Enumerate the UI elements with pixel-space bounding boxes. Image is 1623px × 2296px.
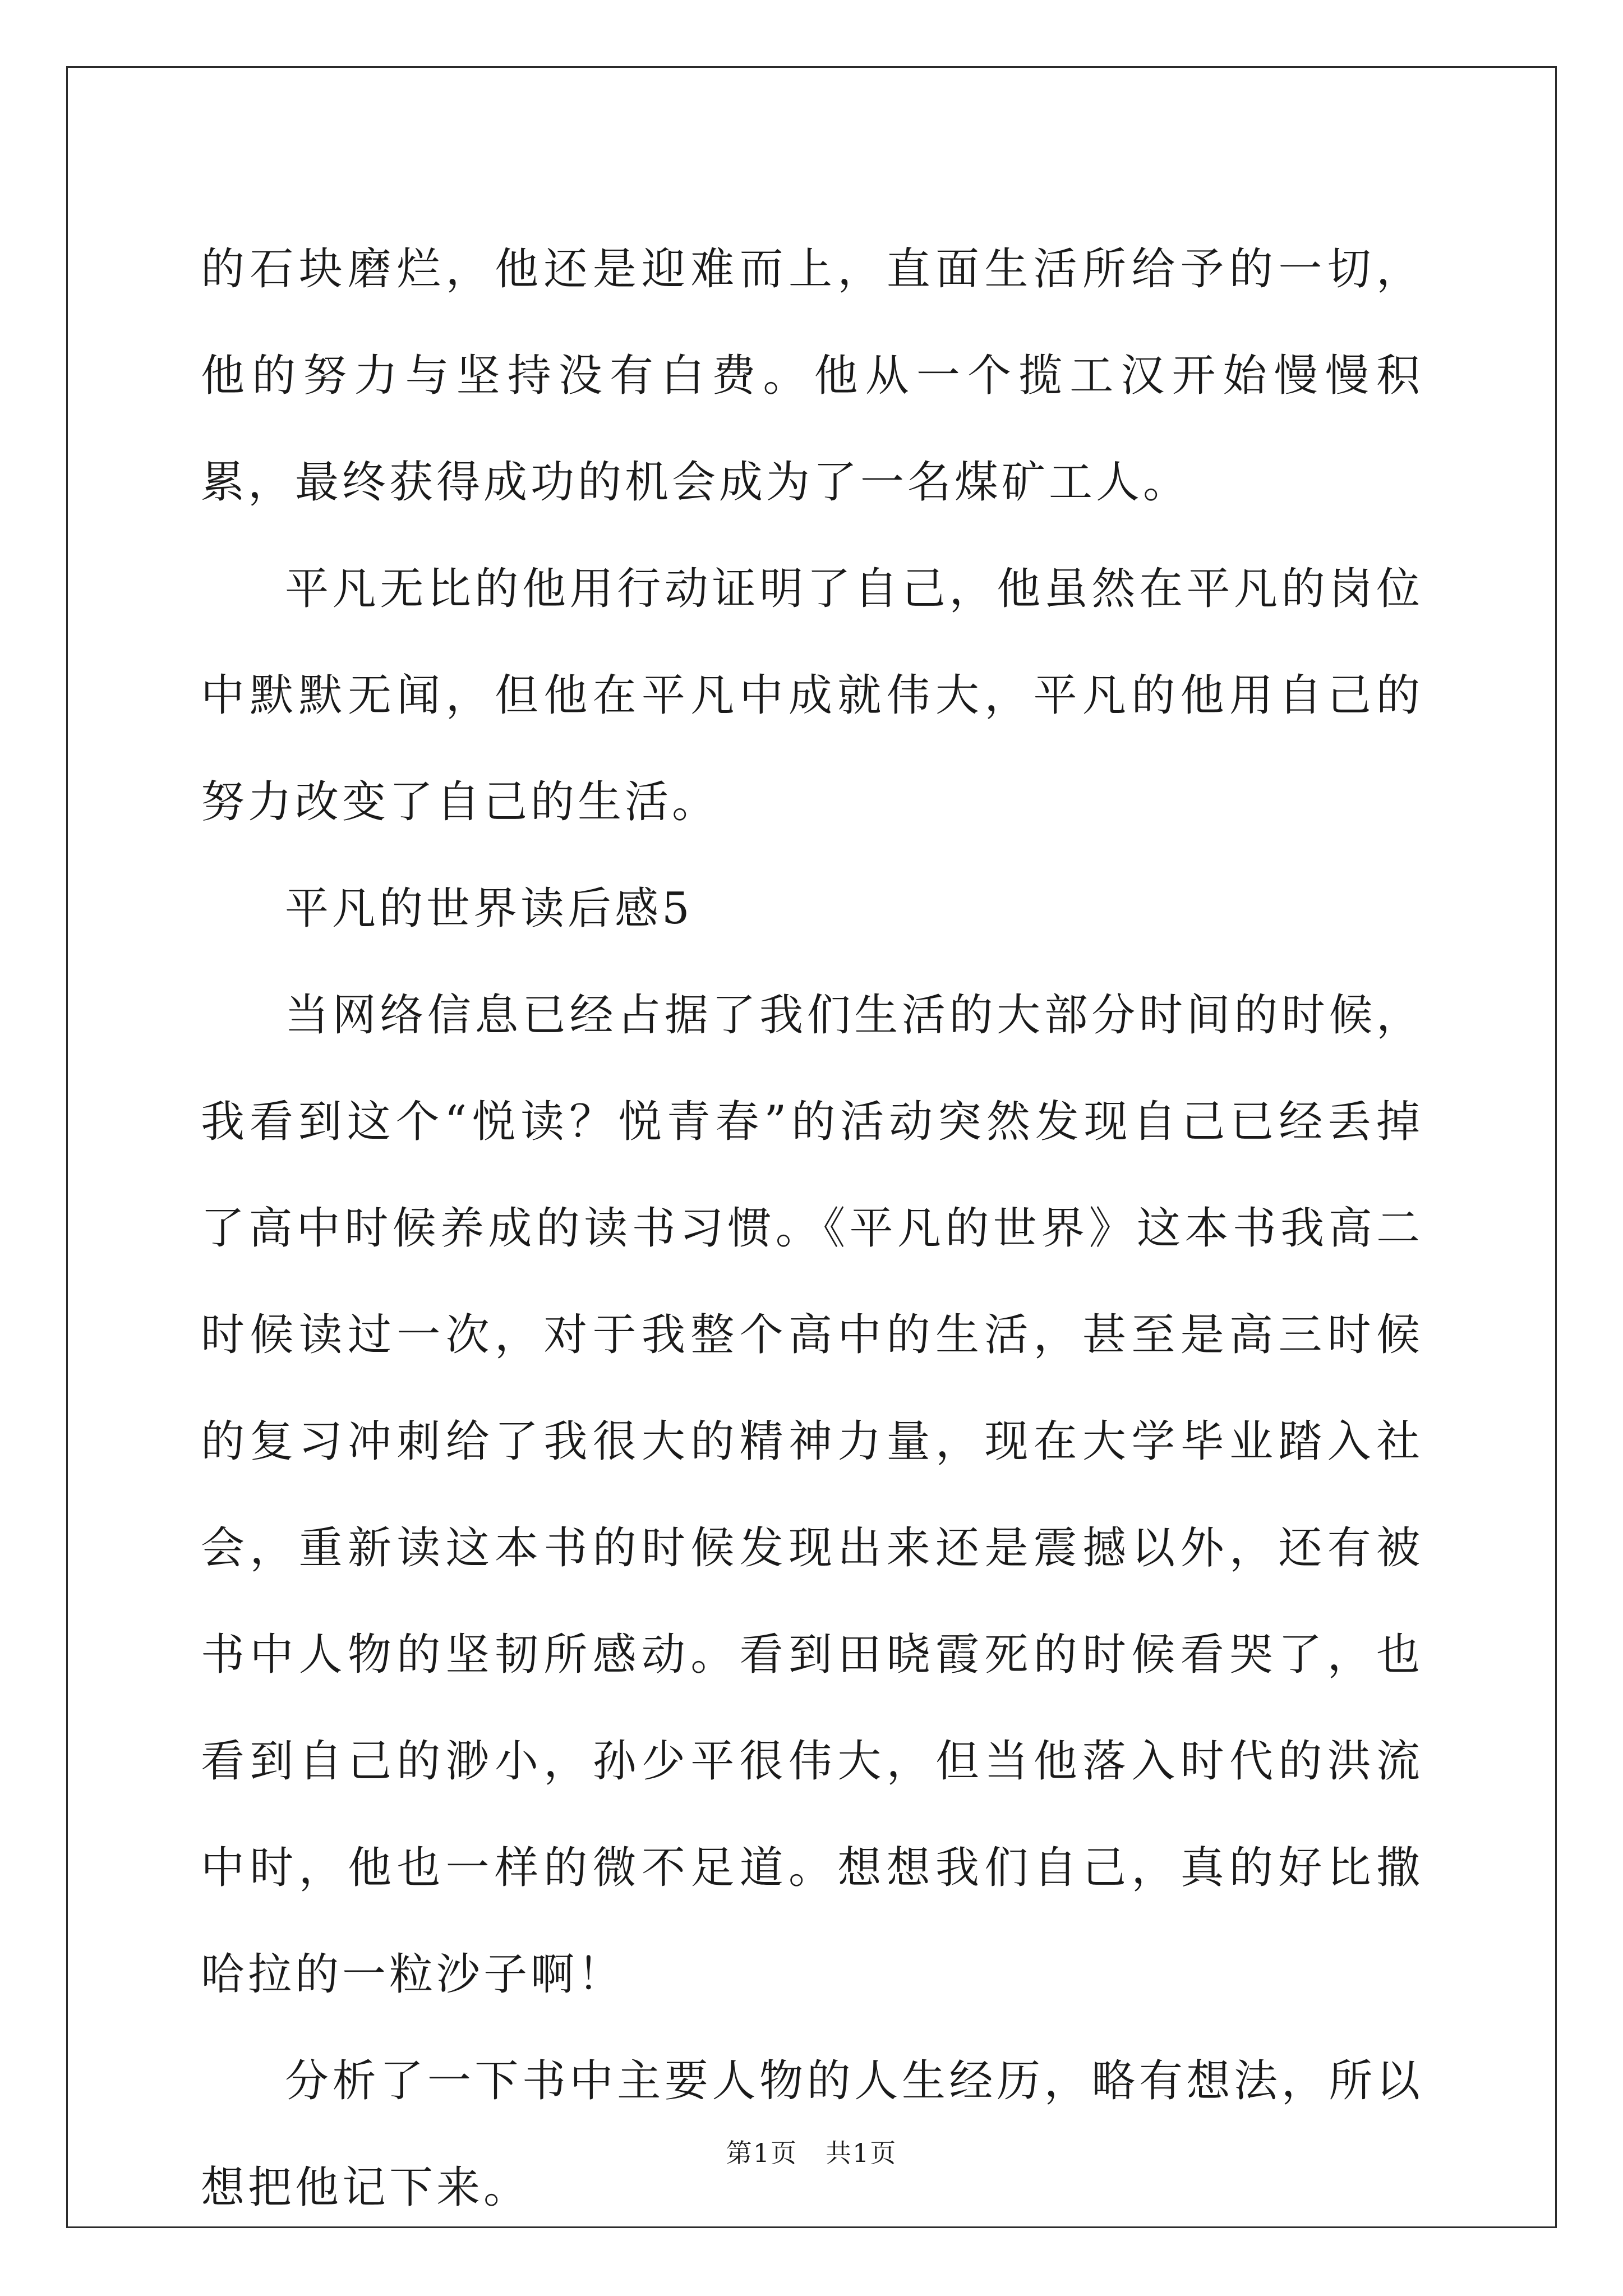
document-body: [201, 216, 1423, 2241]
section-heading: 平凡的世界读后感5: [285, 884, 693, 934]
footer-spacer: [797, 2138, 826, 2168]
paragraph-continuation: 的石块磨烂，他还是迎难而上，直面生活所给予的一切，他的努力与坚持没有白费。他从一个揽工汉开始慢慢积累，最终获得成功的机会成为了一名煤矿工人。: [201, 244, 1423, 508]
paragraph: 分析了一下书中主要人物的人生经历，略有想法，所以想把他记下来。: [201, 2056, 1423, 2213]
paragraph: 当网络信息已经占据了我们生活的大部分时间的时候，我看到这个“悦读？悦青春”的活动突然发现自己已经丢掉了高中时候养成的读书习惯。《平凡的世界》这本书我高二时候读过一次，对于我整个高中的生活，甚至是高三时候的复习冲刺给了我很大的精神力量，现在大学毕业踏入社会，重新读这本书的时候发现出来还是震撼以外，还有被书中人物的坚韧所感动。看到田晓霞死的时候看哭了，也看到自己的渺小，孙少平很伟大，但当他落入时代的洪流中时，他也一样的微不足道。想想我们自己，真的好比撒哈拉的一粒沙子啊！: [201, 990, 1423, 2000]
page-footer: [0, 2136, 1623, 2170]
page-number: 第1页: [726, 2138, 798, 2168]
paragraph: 平凡无比的他用行动证明了自己，他虽然在平凡的岗位中默默无闻，但他在平凡中成就伟大，平凡的他用自己的努力改变了自己的生活。: [201, 564, 1423, 827]
page-total: 共1页: [825, 2138, 897, 2168]
